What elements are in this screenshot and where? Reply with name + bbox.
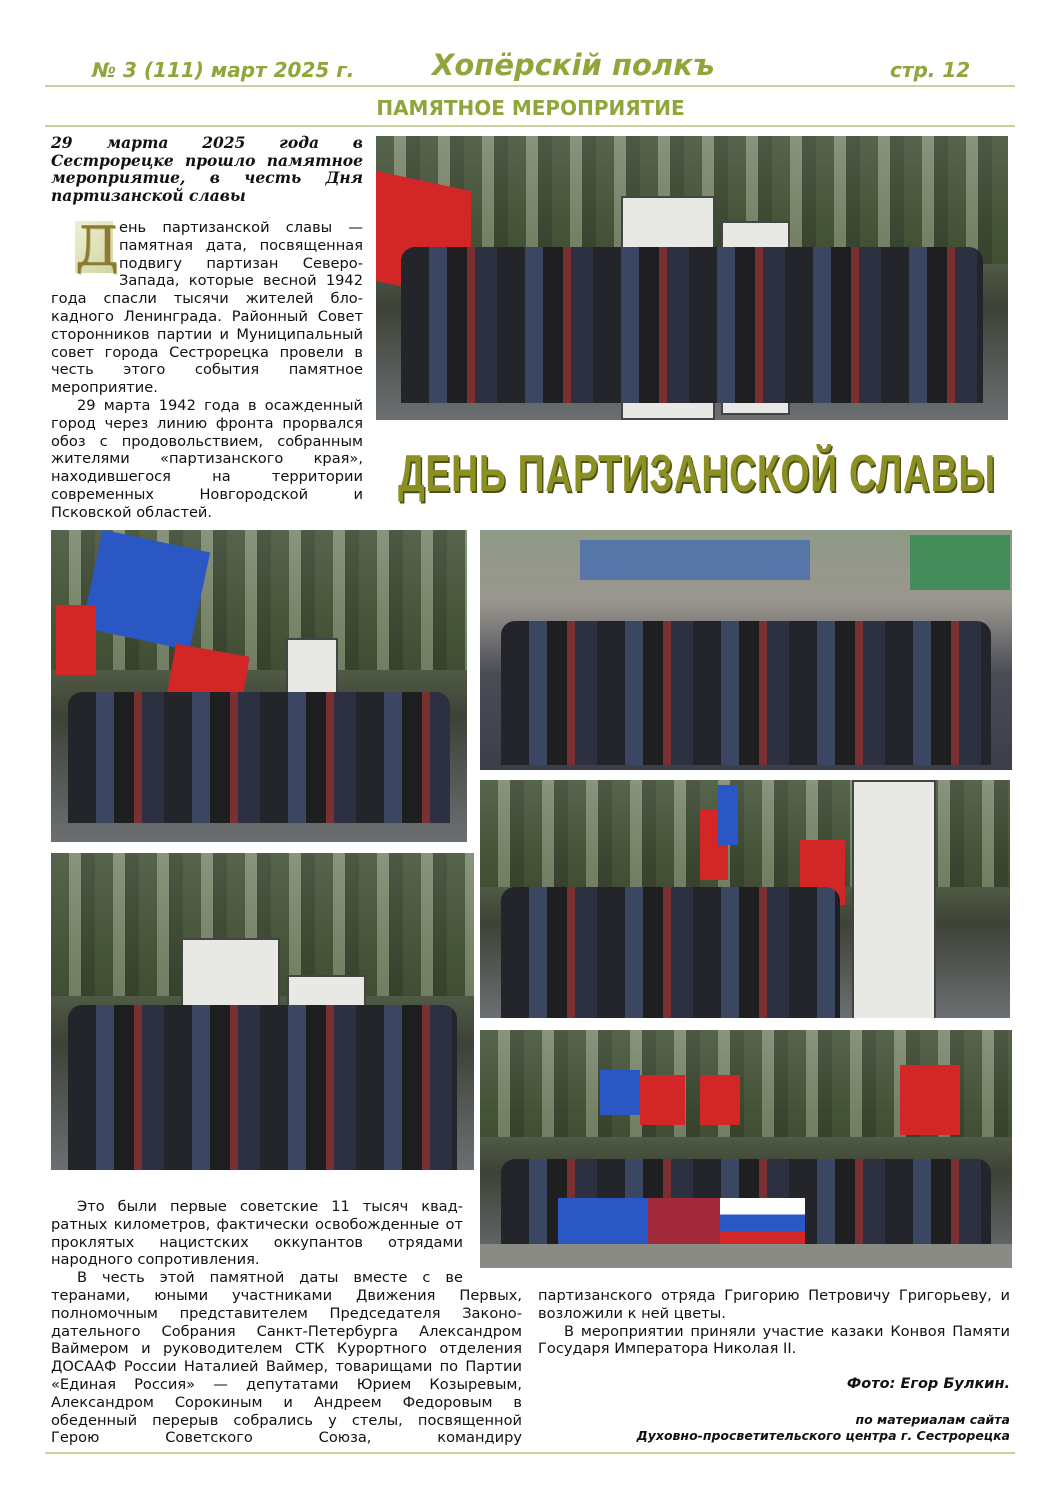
photo-group-at-stele [376, 136, 1008, 420]
header-rule [45, 85, 1015, 87]
article-body-left [51, 1198, 463, 1287]
photo-group-with-banners [480, 1030, 1012, 1268]
article-body-right [538, 1287, 1010, 1358]
article-body-wide [51, 1287, 522, 1447]
page-number: стр. 12 [890, 58, 971, 82]
paragraph-3: Это были первые советские 11 тысяч квадратных километров, фактически освобожденные от проклятых нацистских оккупантов отрядами народного сопротивления. [51, 1198, 463, 1269]
issue-number: № 3 (111) март 2025 г. [92, 58, 355, 82]
dropcap: Д [75, 215, 119, 278]
paragraph-4-end: партизанского отряда Григорию Петровичу Григорьеву, и возложили к ней цветы. [538, 1287, 1010, 1322]
paragraph-4-cont: теранами, юными участниками Движения Первых, полномочным представителем Председателя Законодательного Собрания Санкт-Петербурга Александром Ваймером и руководителем СТК Курортного отделения ДОСААФ России Наталией Ваймер, товарищами по Партии «Единая Россия» — депутатами Юрием Козыревым, Александром Сорокиным и Андреем Федоровым в обеденный перерыв собрались у стелы, посвященной Герою Советского Союза, командиру [51, 1287, 522, 1447]
photo-salute-at-memorial [480, 780, 1010, 1018]
newspaper-title: Хопёрскiй полкъ [432, 48, 715, 82]
paragraph-1: ень партизанской славы — памятная дата, посвященная подвигу партизан Северо-Запада, которые весной 1942 года спасли тысячи жителей блокадного Ленинграда. Районный Совет сторонников партии и Муниципальный совет города Сестрорецка провели в честь этого события памятное мероприятие. [51, 219, 363, 397]
photo-officials-with-flowers [51, 853, 474, 1170]
article-intro [51, 215, 363, 522]
photo-flags-and-cadets [51, 530, 467, 842]
section-rule [45, 125, 1015, 127]
paragraph-2: 29 марта 1942 года в осажденный город через линию фронта прорвался обоз с продовольствием, собранным жителями «партизанского края», находившегося на территории современных Новгородской и Псковской областей. [51, 396, 363, 521]
footer-rule [45, 1452, 1015, 1454]
photo-credit: Фото: Егор Булкин. [846, 1376, 1010, 1392]
paragraph-4-start: В честь этой памятной даты вместе с ве [77, 1269, 463, 1287]
source-line-1: по материалам сайта [855, 1412, 1010, 1427]
photo-crowd-on-road [480, 530, 1012, 770]
section-title: ПАМЯТНОЕ МЕРОПРИЯТИЕ [376, 96, 685, 120]
paragraph-5: В мероприятии приняли участие казаки Конвоя Памяти Государя Императора Николая II. [538, 1322, 1010, 1358]
article-lead: 29 марта 2025 года в Сестрорецке прошло памятное мероприятие, в честь Дня партизанской славы [51, 133, 363, 205]
article-headline: ДЕНЬ ПАРТИЗАНСКОЙ СЛАВЫ [398, 445, 996, 503]
source-line-2: Духовно-просветительского центра г. Сестрорецка [636, 1428, 1010, 1443]
